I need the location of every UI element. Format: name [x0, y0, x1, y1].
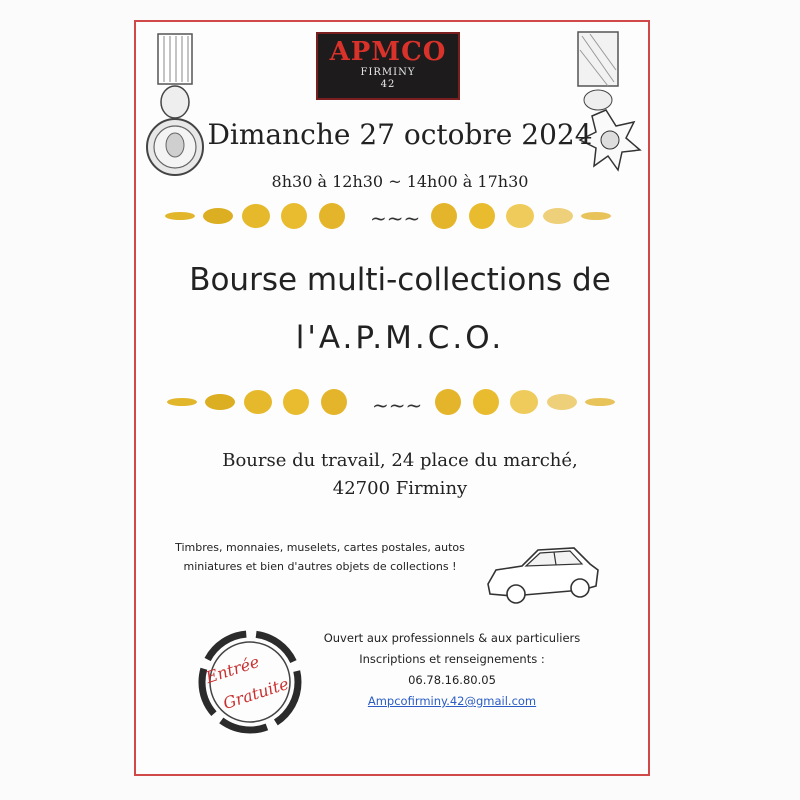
event-title-line2: l'A.P.M.C.O. [295, 320, 505, 356]
event-title-line1: Bourse multi-collections de [189, 262, 611, 298]
collections-description [170, 538, 470, 576]
contact-info [312, 628, 592, 712]
coin-icon [167, 398, 197, 406]
event-date: Dimanche 27 octobre 2024 [207, 118, 593, 151]
logo-dept: 42 [380, 79, 396, 90]
coin-icon [510, 390, 538, 414]
coin-icon [165, 212, 195, 220]
apmco-logo [316, 32, 460, 100]
coin-icon [585, 398, 615, 406]
address-line2: 42700 Firminy [332, 478, 468, 499]
coin-icon [244, 390, 272, 414]
coin-icon [581, 212, 611, 220]
event-hours: 8h30 à 12h30 ~ 14h00 à 17h30 [271, 172, 529, 191]
separator-top: ~~~ [370, 206, 421, 230]
coin-icon [203, 208, 233, 224]
car-icon [482, 540, 602, 610]
coin-icon [283, 389, 309, 415]
coin-icon [469, 203, 495, 229]
coin-icon [473, 389, 499, 415]
coin-icon [319, 203, 345, 229]
coin-icon [281, 203, 307, 229]
contact-phone: 06.78.16.80.05 [408, 673, 496, 687]
coin-icon [543, 208, 573, 224]
coin-icon [242, 204, 270, 228]
coin-icon [321, 389, 347, 415]
medal-left-icon [140, 32, 210, 182]
contact-line1: Ouvert aux professionnels & aux particuliers [323, 631, 581, 645]
contact-line2: Inscriptions et renseignements : [359, 652, 545, 666]
coin-icon [435, 389, 461, 415]
legion-honor-medal-icon [568, 30, 646, 180]
description-line1: Timbres, monnaies, muselets, cartes postales, autos [175, 541, 465, 554]
coin-icon [431, 203, 457, 229]
separator-bottom: ~~~ [372, 393, 423, 417]
coin-icon [547, 394, 577, 410]
contact-email-link[interactable]: Ampcofirminy.42@gmail.com [367, 694, 537, 708]
description-line2: miniatures et bien d'autres objets de collections ! [183, 560, 457, 573]
address-line1: Bourse du travail, 24 place du marché, [222, 450, 578, 471]
logo-city: FIRMINY [360, 67, 416, 78]
stamp-line1: Entrée [203, 651, 262, 688]
coin-icon [205, 394, 235, 410]
stamp-line2: Gratuite [220, 674, 291, 713]
logo-title: APMCO [329, 37, 447, 67]
coin-icon [506, 204, 534, 228]
